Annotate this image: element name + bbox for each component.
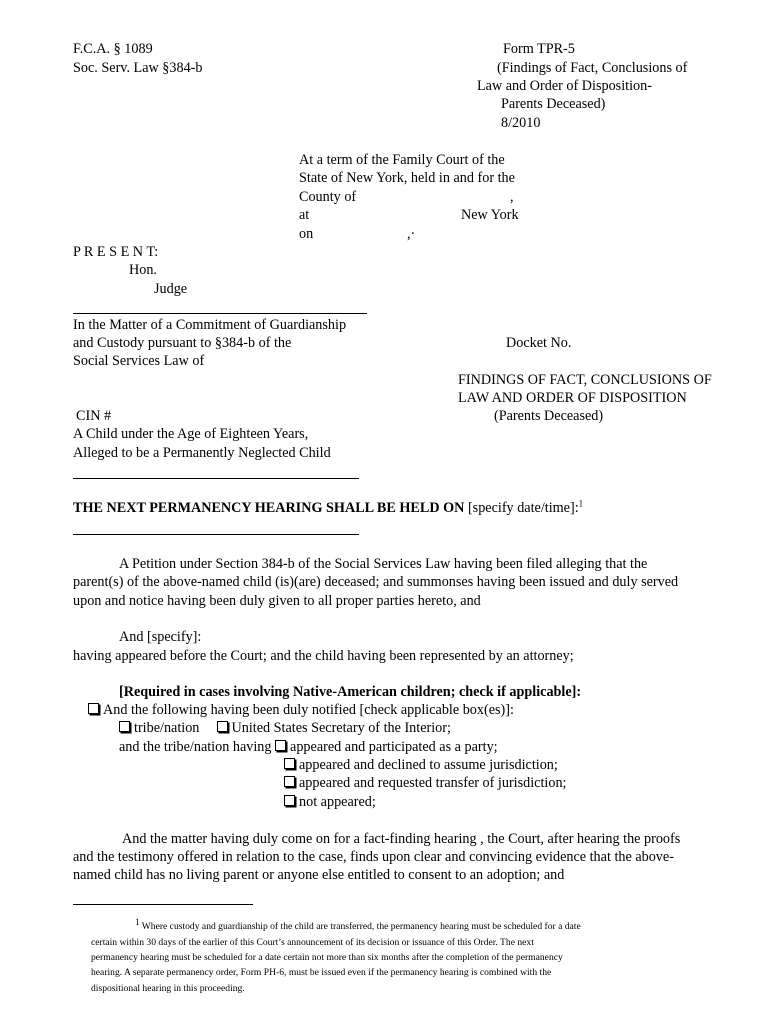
form-title-line3: Parents Deceased) [501, 96, 606, 112]
form-date: 8/2010 [501, 115, 541, 131]
county-comma: , [510, 189, 514, 205]
opt4-checkbox[interactable] [284, 795, 295, 806]
matter-line4: A Child under the Age of Eighteen Years, [73, 426, 309, 442]
county-label: County of [299, 189, 357, 205]
tribe-checkbox[interactable] [119, 721, 130, 732]
opt4-line [284, 793, 376, 811]
opt2-checkbox[interactable] [284, 758, 295, 769]
judge-label: Judge [154, 281, 188, 297]
tribe-label: tribe/nation [134, 720, 200, 736]
tribe-having-line [119, 738, 498, 756]
matter-line3: Social Services Law of [73, 353, 205, 369]
on-label: on [299, 226, 314, 242]
footnote-text1: Where custody and guardianship of the child are transferred, the permanency hearing must be scheduled for a date [139, 921, 581, 932]
fact-finding-line2: and the testimony offered in relation to the case, finds upon clear and convincing evidence that the above- [73, 849, 674, 865]
caption-bottom-rule [73, 478, 359, 479]
secretary-label: United States Secretary of the Interior; [231, 720, 451, 736]
native-heading: [Required in cases involving Native-American children; check if applicable]: [119, 684, 582, 700]
tribe-having-label: and the tribe/nation having [119, 739, 272, 755]
footnote-rule [73, 904, 253, 905]
notified-line [88, 701, 514, 719]
opt3-line [284, 774, 566, 792]
matter-line1: In the Matter of a Commitment of Guardianship [73, 317, 347, 333]
footnote-mark: 1 [135, 916, 140, 927]
findings-title-line1: FINDINGS OF FACT, CONCLUSIONS OF [458, 372, 712, 388]
secretary-checkbox[interactable] [217, 721, 228, 732]
opt3-label: appeared and requested transfer of jurisdiction; [299, 775, 567, 791]
footnote-ref: 1 [578, 498, 584, 509]
cin-label: CIN # [76, 408, 112, 424]
fact-finding-line3: named child has no living parent or anyone else entitled to consent to an adoption; and [73, 867, 565, 883]
petition-line3: upon and notice having been duly given to all proper parties hereto, and [73, 593, 481, 609]
footnote-line3: permanency hearing must be scheduled for a date certain not more than six months after the completion of the permanency [91, 952, 563, 963]
findings-title-line3: (Parents Deceased) [494, 408, 604, 424]
opt2-line [284, 756, 558, 774]
opt1-label: appeared and participated as a party; [290, 739, 498, 755]
footnote-line1 [91, 916, 581, 934]
footnote-line4: hearing. A separate permanency order, Form PH-6, must be issued even if the permanency hearing is combined with the [91, 967, 552, 978]
notified-label: And the following having been duly notified [check applicable box(es)]: [103, 702, 514, 718]
opt3-checkbox[interactable] [284, 776, 295, 787]
notified-options [119, 719, 451, 737]
next-hearing-rule [73, 534, 359, 535]
form-number: Form TPR-5 [503, 41, 575, 57]
footnote-line2: certain within 30 days of the earlier of this Court’s announcement of its decision or issuance of this Order. The next [91, 937, 534, 948]
fact-finding-line1: And the matter having duly come on for a fact-finding hearing , the Court, after hearing the proofs [122, 831, 681, 847]
hon-label: Hon. [129, 262, 157, 278]
petition-line1: A Petition under Section 384-b of the Social Services Law having been filed alleging that the [119, 556, 648, 572]
next-hearing-bold: THE NEXT PERMANENCY HEARING SHALL BE HELD ON [73, 500, 465, 516]
caption-top-rule [73, 313, 367, 314]
statute-ssl: Soc. Serv. Law §384-b [73, 60, 203, 76]
matter-line5: Alleged to be a Permanently Neglected Child [73, 445, 331, 461]
court-term-line1: At a term of the Family Court of the [299, 152, 505, 168]
at-label: at [299, 207, 310, 223]
notified-checkbox[interactable] [88, 703, 99, 714]
next-hearing-specify: [specify date/time]: [464, 500, 579, 516]
findings-title-line2: LAW AND ORDER OF DISPOSITION [458, 390, 687, 406]
on-punct: ,· [407, 226, 416, 242]
next-hearing-line [73, 499, 583, 517]
form-title-line1: (Findings of Fact, Conclusions of [497, 60, 688, 76]
opt2-label: appeared and declined to assume jurisdiction; [299, 757, 558, 773]
opt4-label: not appeared; [299, 794, 376, 810]
docket-label: Docket No. [506, 335, 572, 351]
present-label: P R E S E N T: [73, 244, 159, 260]
opt1-checkbox[interactable] [275, 740, 286, 751]
state-label: New York [461, 207, 519, 223]
statute-fca: F.C.A. § 1089 [73, 41, 153, 57]
and-specify-line2: having appeared before the Court; and the child having been represented by an attorney; [73, 648, 574, 664]
matter-line2: and Custody pursuant to §384-b of the [73, 335, 292, 351]
court-term-line2: State of New York, held in and for the [299, 170, 515, 186]
form-title-line2: Law and Order of Disposition- [477, 78, 652, 94]
and-specify-line1: And [specify]: [119, 629, 202, 645]
petition-line2: parent(s) of the above-named child (is)(are) deceased; and summonses having been issued and duly served [73, 574, 679, 590]
footnote-line5: dispositional hearing in this proceeding. [91, 983, 245, 994]
